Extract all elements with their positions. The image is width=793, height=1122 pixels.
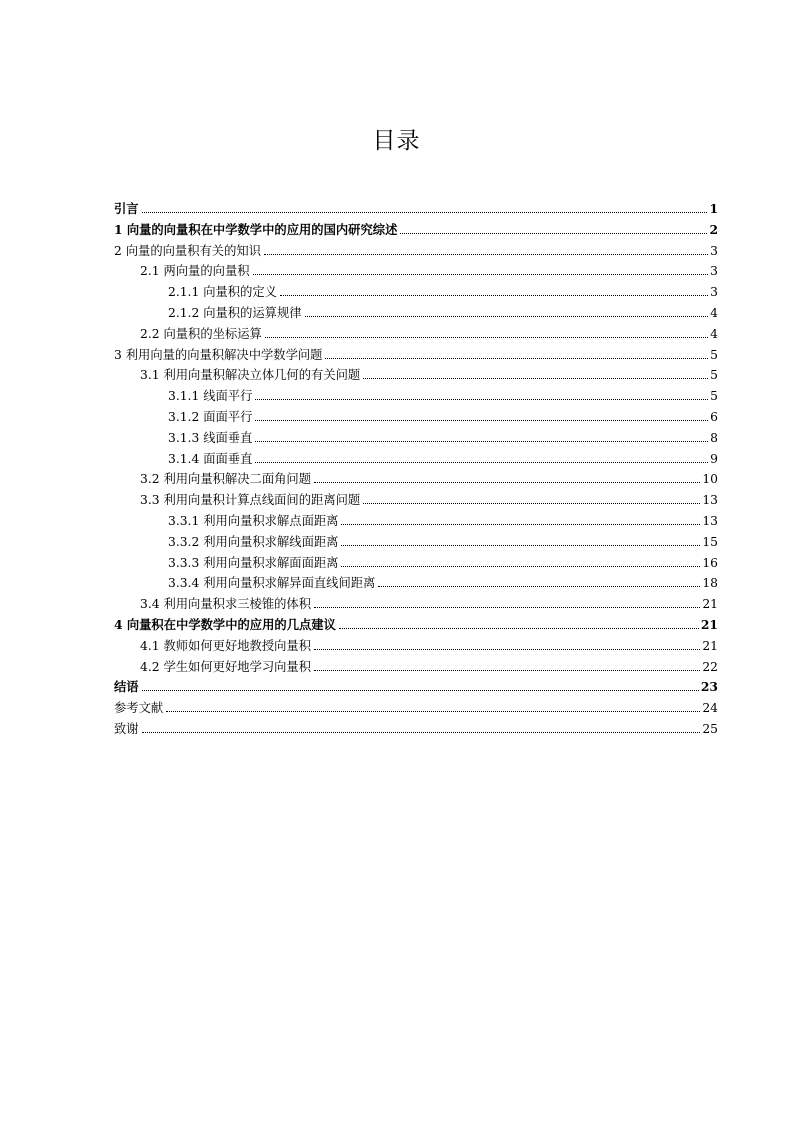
toc-entry[interactable] — [114, 303, 718, 324]
page-title: 目录 — [372, 128, 421, 154]
toc-leader-dots — [142, 690, 699, 691]
toc-entry[interactable] — [114, 428, 718, 449]
toc-entry-page: 2 — [709, 221, 718, 237]
toc-entry-page: 5 — [710, 389, 718, 404]
table-of-contents — [114, 199, 718, 740]
toc-leader-dots — [341, 524, 700, 525]
toc-leader-dots — [339, 628, 699, 629]
toc-entry-label: 3.2 利用向量积解决二面角问题 — [140, 472, 312, 487]
toc-leader-dots — [363, 378, 708, 379]
toc-entry-page: 24 — [702, 701, 718, 716]
toc-entry-label: 2.1 两向量的向量积 — [140, 264, 250, 279]
toc-leader-dots — [325, 358, 708, 359]
toc-entry[interactable] — [114, 282, 718, 303]
toc-entry[interactable] — [114, 573, 718, 594]
toc-entry-label: 3.4 利用向量积求三棱锥的体积 — [140, 597, 312, 612]
toc-entry-page: 1 — [709, 201, 718, 216]
toc-entry[interactable] — [114, 615, 718, 636]
toc-entry[interactable] — [114, 386, 718, 407]
toc-entry-label: 3.3.3 利用向量积求解面面距离 — [168, 555, 339, 570]
toc-entry-page: 4 — [710, 326, 718, 341]
toc-entry-label: 引言 — [114, 201, 139, 216]
toc-entry[interactable] — [114, 594, 718, 615]
toc-entry[interactable] — [114, 365, 718, 386]
toc-entry[interactable] — [114, 469, 718, 490]
toc-entry[interactable] — [114, 407, 718, 428]
toc-entry-label: 2.1.1 向量积的定义 — [168, 285, 277, 300]
toc-leader-dots — [314, 649, 700, 650]
toc-entry[interactable] — [114, 553, 718, 574]
toc-entry-page: 5 — [710, 368, 718, 383]
toc-leader-dots — [314, 670, 700, 671]
toc-entry-label: 3 利用向量的向量积解决中学数学问题 — [114, 347, 323, 362]
toc-leader-dots — [255, 441, 708, 442]
toc-leader-dots — [363, 503, 700, 504]
toc-entry-page: 21 — [700, 616, 718, 632]
toc-entry-page: 21 — [702, 638, 718, 653]
toc-entry-page: 13 — [702, 493, 718, 508]
toc-leader-dots — [255, 420, 708, 421]
toc-entry-label: 4.2 学生如何更好地学习向量积 — [140, 659, 312, 674]
toc-entry-page: 5 — [710, 347, 718, 362]
toc-entry[interactable] — [114, 490, 718, 511]
toc-entry-label: 1 向量的向量积在中学数学中的应用的国内研究综述 — [114, 221, 398, 237]
toc-entry-page: 4 — [710, 305, 718, 320]
toc-leader-dots — [166, 711, 700, 712]
toc-leader-dots — [255, 399, 708, 400]
toc-entry-page: 23 — [700, 679, 718, 695]
toc-entry-label: 结语 — [114, 679, 139, 695]
toc-entry-label: 3.1.1 线面平行 — [168, 389, 253, 404]
toc-entry-label: 2.1.2 向量积的运算规律 — [168, 305, 302, 320]
toc-entry[interactable] — [114, 199, 718, 220]
toc-leader-dots — [314, 607, 700, 608]
toc-entry-page: 8 — [710, 430, 718, 445]
toc-entry[interactable] — [114, 324, 718, 345]
toc-leader-dots — [142, 732, 701, 733]
toc-entry-label: 3.3.1 利用向量积求解点面距离 — [168, 513, 339, 528]
toc-leader-dots — [142, 212, 708, 213]
toc-entry[interactable] — [114, 449, 718, 470]
toc-leader-dots — [280, 295, 708, 296]
toc-leader-dots — [265, 337, 708, 338]
toc-entry-page: 16 — [702, 555, 718, 570]
toc-entry-label: 3.1 利用向量积解决立体几何的有关问题 — [140, 368, 361, 383]
toc-entry[interactable] — [114, 677, 718, 698]
toc-entry-label: 3.3 利用向量积计算点线面间的距离问题 — [140, 493, 361, 508]
toc-entry-label: 2.2 向量积的坐标运算 — [140, 326, 262, 341]
toc-entry-label: 3.1.2 面面平行 — [168, 409, 253, 424]
toc-leader-dots — [253, 274, 709, 275]
toc-entry-page: 3 — [710, 243, 718, 258]
toc-entry-label: 4.1 教师如何更好地教授向量积 — [140, 638, 312, 653]
toc-leader-dots — [378, 586, 700, 587]
toc-entry-label: 3.3.2 利用向量积求解线面距离 — [168, 534, 339, 549]
toc-entry-page: 25 — [702, 721, 718, 736]
toc-leader-dots — [305, 316, 709, 317]
toc-entry-page: 9 — [710, 451, 718, 466]
toc-entry[interactable] — [114, 719, 718, 740]
toc-leader-dots — [255, 462, 708, 463]
toc-entry[interactable] — [114, 261, 718, 282]
toc-entry-page: 3 — [710, 264, 718, 279]
toc-entry-page: 13 — [702, 513, 718, 528]
toc-entry-label: 4 向量积在中学数学中的应用的几点建议 — [114, 616, 336, 632]
toc-entry[interactable] — [114, 698, 718, 719]
toc-entry-label: 2 向量的向量积有关的知识 — [114, 243, 261, 258]
toc-entry[interactable] — [114, 636, 718, 657]
toc-entry[interactable] — [114, 241, 718, 262]
toc-entry-label: 参考文献 — [114, 701, 164, 716]
toc-entry-page: 3 — [710, 285, 718, 300]
toc-entry[interactable] — [114, 511, 718, 532]
toc-leader-dots — [400, 233, 707, 234]
toc-entry-page: 6 — [710, 409, 718, 424]
toc-entry-label: 3.1.4 面面垂直 — [168, 451, 253, 466]
toc-entry-label: 3.3.4 利用向量积求解异面直线间距离 — [168, 576, 376, 591]
toc-entry-page: 22 — [702, 659, 718, 674]
toc-entry-label: 3.1.3 线面垂直 — [168, 430, 253, 445]
toc-entry-page: 10 — [702, 472, 718, 487]
toc-entry[interactable] — [114, 657, 718, 678]
toc-entry[interactable] — [114, 220, 718, 241]
toc-leader-dots — [314, 482, 700, 483]
toc-entry-label: 致谢 — [114, 721, 139, 736]
toc-entry[interactable] — [114, 532, 718, 553]
toc-entry[interactable] — [114, 345, 718, 366]
toc-leader-dots — [264, 254, 708, 255]
toc-entry-page: 18 — [702, 576, 718, 591]
toc-entry-page: 15 — [702, 534, 718, 549]
toc-leader-dots — [341, 566, 700, 567]
toc-leader-dots — [341, 545, 700, 546]
toc-entry-page: 21 — [702, 597, 718, 612]
